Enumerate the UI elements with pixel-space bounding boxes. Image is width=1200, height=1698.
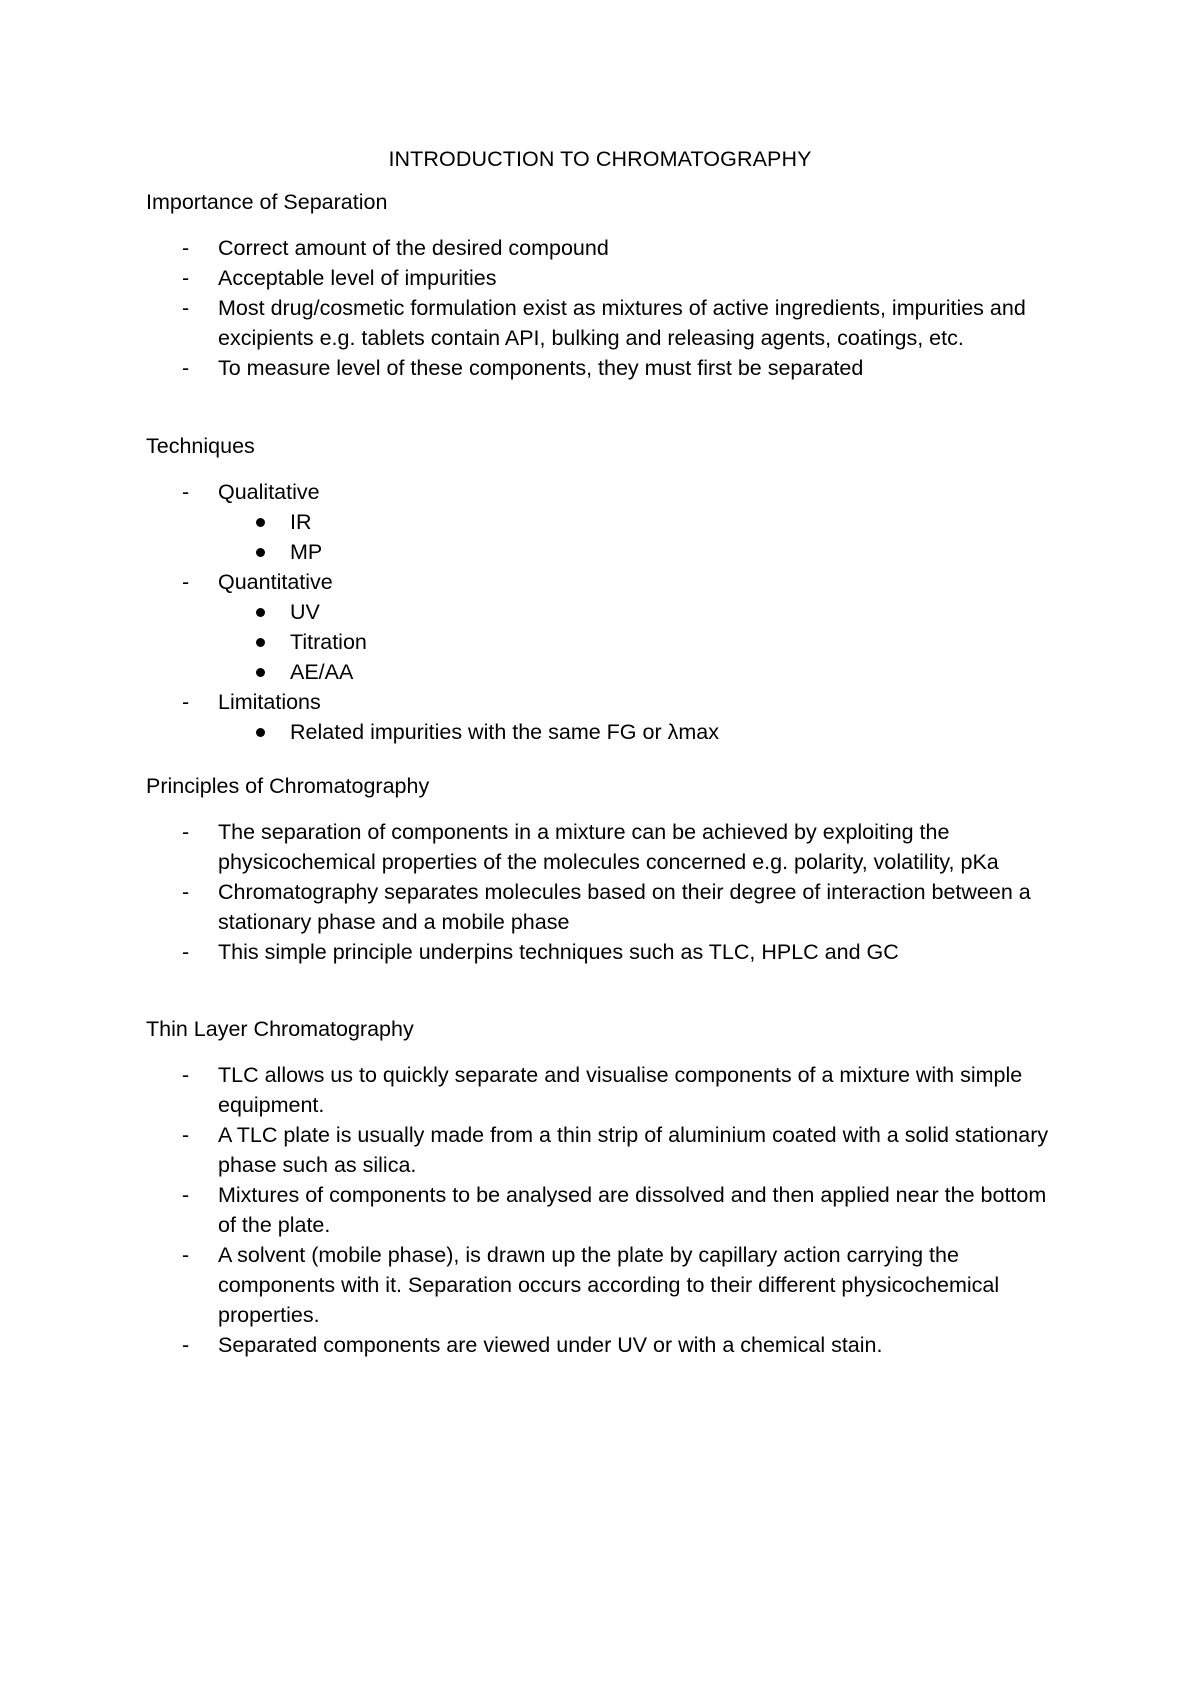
section-heading: Thin Layer Chromatography (146, 1017, 414, 1041)
section-principles-of-chromatography (146, 771, 1066, 967)
dash-marker: - (182, 570, 190, 594)
dash-marker: - (182, 690, 190, 714)
bullet-marker (256, 668, 265, 677)
list-item-text: Limitations (218, 690, 321, 714)
bullet-marker (256, 518, 265, 527)
list-item (146, 567, 1066, 687)
bullet-list (218, 717, 1066, 747)
list-item-text: Acceptable level of impurities (218, 266, 497, 290)
dash-list (146, 817, 1066, 967)
bullet-item (218, 717, 1066, 747)
list-item-text: A TLC plate is usually made from a thin strip of aluminium coated with a solid stationary phase such as silica. (218, 1123, 1049, 1177)
list-item-text: Quantitative (218, 570, 333, 594)
section-heading: Principles of Chromatography (146, 774, 430, 798)
bullet-item (218, 537, 1066, 567)
list-item (146, 1060, 1066, 1120)
dash-marker: - (182, 356, 190, 380)
dash-marker: - (182, 820, 190, 844)
dash-marker: - (182, 1063, 190, 1087)
section-heading: Techniques (146, 434, 255, 458)
bullet-item-text: AE/AA (290, 660, 354, 684)
list-item-text: This simple principle underpins techniques such as TLC, HPLC and GC (218, 940, 899, 964)
dash-marker: - (182, 296, 190, 320)
list-item-text: Separated components are viewed under UV or with a chemical stain. (218, 1333, 883, 1357)
section-heading: Importance of Separation (146, 190, 388, 214)
section-techniques (146, 431, 1066, 747)
list-item-text: To measure level of these components, they must first be separated (218, 356, 864, 380)
list-item (146, 877, 1066, 937)
bullet-marker (256, 638, 265, 647)
bullet-item-text: UV (290, 600, 320, 624)
document-title: INTRODUCTION TO CHROMATOGRAPHY (388, 147, 812, 171)
bullet-list (218, 597, 1066, 687)
dash-list (146, 233, 1066, 383)
bullet-item (218, 597, 1066, 627)
list-item (146, 293, 1066, 353)
list-item (146, 1330, 1066, 1360)
list-item (146, 1120, 1066, 1180)
list-item-text: Most drug/cosmetic formulation exist as mixtures of active ingredients, impurities and excipients e.g. tablets contain API, bulking and releasing agents, coatings, etc. (218, 296, 1026, 350)
bullet-marker (256, 608, 265, 617)
dash-marker: - (182, 880, 190, 904)
bullet-item-text: Related impurities with the same FG or λmax (290, 720, 719, 744)
bullet-item-text: Titration (290, 630, 367, 654)
section-thin-layer-chromatography (146, 1014, 1066, 1360)
bullet-list (218, 507, 1066, 567)
list-item-text: A solvent (mobile phase), is drawn up the plate by capillary action carrying the components with it. Separation occurs according to their different physicochemical properties. (218, 1243, 1000, 1327)
bullet-item (218, 507, 1066, 537)
list-item-text: Chromatography separates molecules based on their degree of interaction between a stationary phase and a mobile phase (218, 880, 1031, 934)
list-item (146, 937, 1066, 967)
list-item (146, 687, 1066, 747)
list-item (146, 233, 1066, 263)
bullet-item-text: MP (290, 540, 323, 564)
bullet-marker (256, 728, 265, 737)
list-item-text: Correct amount of the desired compound (218, 236, 609, 260)
list-item-text: Qualitative (218, 480, 320, 504)
dash-list (146, 477, 1066, 747)
dash-marker: - (182, 480, 190, 504)
list-item (146, 1180, 1066, 1240)
bullet-item (218, 627, 1066, 657)
section-importance-of-separation (146, 187, 1066, 383)
dash-marker: - (182, 1183, 190, 1207)
list-item (146, 817, 1066, 877)
list-item (146, 1240, 1066, 1330)
bullet-item (218, 657, 1066, 687)
list-item-text: TLC allows us to quickly separate and visualise components of a mixture with simple equipment. (218, 1063, 1023, 1117)
list-item-text: Mixtures of components to be analysed are dissolved and then applied near the bottom of the plate. (218, 1183, 1047, 1237)
list-item (146, 477, 1066, 567)
dash-marker: - (182, 236, 190, 260)
list-item-text: The separation of components in a mixture can be achieved by exploiting the physicochemical properties of the molecules concerned e.g. polarity, volatility, pKa (218, 820, 999, 874)
list-item (146, 353, 1066, 383)
dash-marker: - (182, 1333, 190, 1357)
bullet-marker (256, 548, 265, 557)
bullet-item-text: IR (290, 510, 312, 534)
dash-marker: - (182, 940, 190, 964)
dash-marker: - (182, 1243, 190, 1267)
dash-marker: - (182, 1123, 190, 1147)
dash-marker: - (182, 266, 190, 290)
dash-list (146, 1060, 1066, 1360)
list-item (146, 263, 1066, 293)
